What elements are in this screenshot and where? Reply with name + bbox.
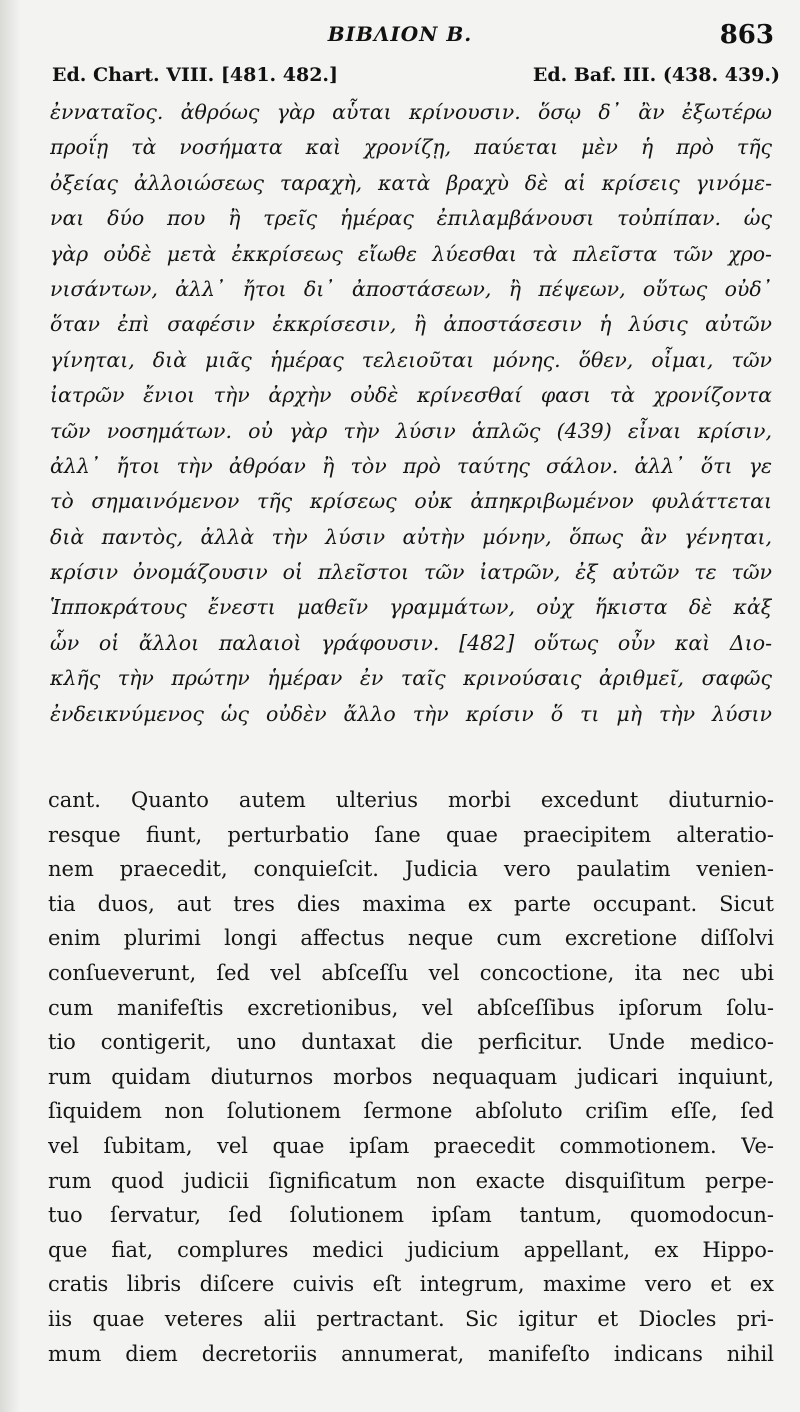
latin-line: que fiat, complures medici judicium appellant, ex Hippo- xyxy=(48,1237,774,1262)
greek-line: ἐνναταῖος. ἀθρόως γὰρ αὗται κρίνουσιν. ὅσῳ δ᾽ ἂν ἐξωτέρω xyxy=(50,100,772,124)
latin-line: resque fiunt, perturbatio ſane quae praecipitem alteratio- xyxy=(48,822,774,847)
latin-line: tio contigerit, uno duntaxat die perficitur. Unde medico- xyxy=(48,1030,774,1055)
greek-line: γίνηται, διὰ μιᾶς ἡμέρας τελειοῦται μόνης. ὅθεν, οἶμαι, τῶν xyxy=(50,347,772,372)
latin-line: rum quod judicii ſignificatum non exacte disquiſitum perpe- xyxy=(48,1168,774,1193)
greek-line: ὧν οἱ ἄλλοι παλαιοὶ γράφουσιν. [482] οὕτως οὖν καὶ Διο- xyxy=(50,630,772,655)
greek-line: διὰ παντὸς, ἀλλὰ τὴν λύσιν αὐτὴν μόνην, ὅπως ἂν γένηται, xyxy=(50,524,772,549)
edition-basel-ref: Ed. Baf. III. (438. 439.) xyxy=(532,64,780,86)
latin-line: enim plurimi longi affectus neque cum excretione diſſolvi xyxy=(48,926,774,951)
greek-line: ναι δύο που ἢ τρεῖς ἡμέρας ἐπιλαμβάνουσι τοὐπίπαν. ὡς xyxy=(50,206,772,231)
book-title: ΒΙΒΛΙΟΝ Β. xyxy=(327,22,473,46)
latin-line: conſueverunt, ſed vel abſceſſu vel concoctione, ita nec ubi xyxy=(48,960,774,985)
greek-line: κλῆς τὴν πρώτην ἡμέραν ἐν ταῖς κρινούσαις ἀριθμεῖ, σαφῶς xyxy=(50,666,772,691)
latin-line: cant. Quanto autem ulterius morbi excedunt diuturnio- xyxy=(48,788,774,812)
edition-references xyxy=(52,64,780,94)
greek-line: τὸ σημαινόμενον τῆς κρίσεως οὐκ ἀπηκριβωμένον φυλάττεται xyxy=(50,489,772,514)
running-head xyxy=(0,22,800,54)
greek-line: ἐνδεικνύμενος ὡς οὐδὲν ἄλλο τὴν κρίσιν ὅ τι μὴ τὴν λύσιν xyxy=(50,701,772,726)
latin-line: nem praecedit, conquieſcit. Judicia vero paulatim venien- xyxy=(48,857,774,882)
latin-line: cratis libris diſcere cuivis eſt integrum, maxime vero et ex xyxy=(48,1272,774,1297)
greek-line: κρίσιν ὀνομάζουσιν οἱ πλεῖστοι τῶν ἰατρῶν, ἐξ αὐτῶν τε τῶν xyxy=(50,560,772,585)
latin-line: mum diem decretoriis annumerat, manifeſto indicans nihil xyxy=(48,1341,774,1366)
greek-line: ὅταν ἐπὶ σαφέσιν ἐκκρίσεσιν, ἢ ἀποστάσεσιν ἡ λύσις αὐτῶν xyxy=(50,312,772,337)
latin-line: vel ſubitam, vel quae ipſam praecedit commotionem. Ve- xyxy=(48,1133,774,1158)
latin-line: rum quidam diuturnos morbos nequaquam judicari inquiunt, xyxy=(48,1064,774,1089)
page-number: 863 xyxy=(719,20,774,50)
greek-line: γὰρ οὐδὲ μετὰ ἐκκρίσεως εἴωθε λύεσθαι τὰ πλεῖστα τῶν χρο- xyxy=(50,241,772,266)
greek-line: τῶν νοσημάτων. οὐ γὰρ τὴν λύσιν ἁπλῶς (439) εἶναι κρίσιν, xyxy=(50,418,772,443)
latin-text-block xyxy=(48,783,774,1371)
greek-text-block xyxy=(50,95,772,732)
greek-line: ἀλλ᾽ ἤτοι τὴν ἀθρόαν ἢ τὸν πρὸ ταύτης σάλον. ἀλλ᾽ ὅτι γε xyxy=(50,453,772,478)
page-edge-shadow xyxy=(0,0,20,1412)
edition-chartier-ref: Ed. Chart. VIII. [481. 482.] xyxy=(52,64,339,86)
latin-line: tia duos, aut tres dies maxima ex parte occupant. Sicut xyxy=(48,891,774,916)
greek-line: ἰατρῶν ἔνιοι τὴν ἀρχὴν οὐδὲ κρίνεσθαί φασι τὰ χρονίζοντα xyxy=(50,383,772,408)
latin-line: tuo ſervatur, ſed ſolutionem ipſam tantum, quomodocun- xyxy=(48,1203,774,1228)
latin-line: ſiquidem non ſolutionem ſermone abſoluto criſim eſſe, ſed xyxy=(48,1099,774,1124)
latin-line: cum manifeſtis excretionibus, vel abſceſſibus ipſorum ſolu- xyxy=(48,995,774,1020)
greek-line: νισάντων, ἀλλ᾽ ἤτοι δι᾽ ἀποστάσεων, ἢ πέψεων, οὕτως οὐδ᾽ xyxy=(50,276,772,301)
greek-line: ὀξείας ἀλλοιώσεως ταραχὴ, κατὰ βραχὺ δὲ αἱ κρίσεις γινόμε- xyxy=(50,170,772,195)
latin-line: iis quae veteres alii pertractant. Sic igitur et Diocles pri- xyxy=(48,1306,774,1331)
greek-line: Ἱπποκράτους ἔνεστι μαθεῖν γραμμάτων, οὐχ ἥκιστα δὲ κἀξ xyxy=(50,595,772,620)
greek-line: προΐῃ τὰ νοσήματα καὶ χρονίζῃ, παύεται μὲν ἡ πρὸ τῆς xyxy=(50,135,772,160)
